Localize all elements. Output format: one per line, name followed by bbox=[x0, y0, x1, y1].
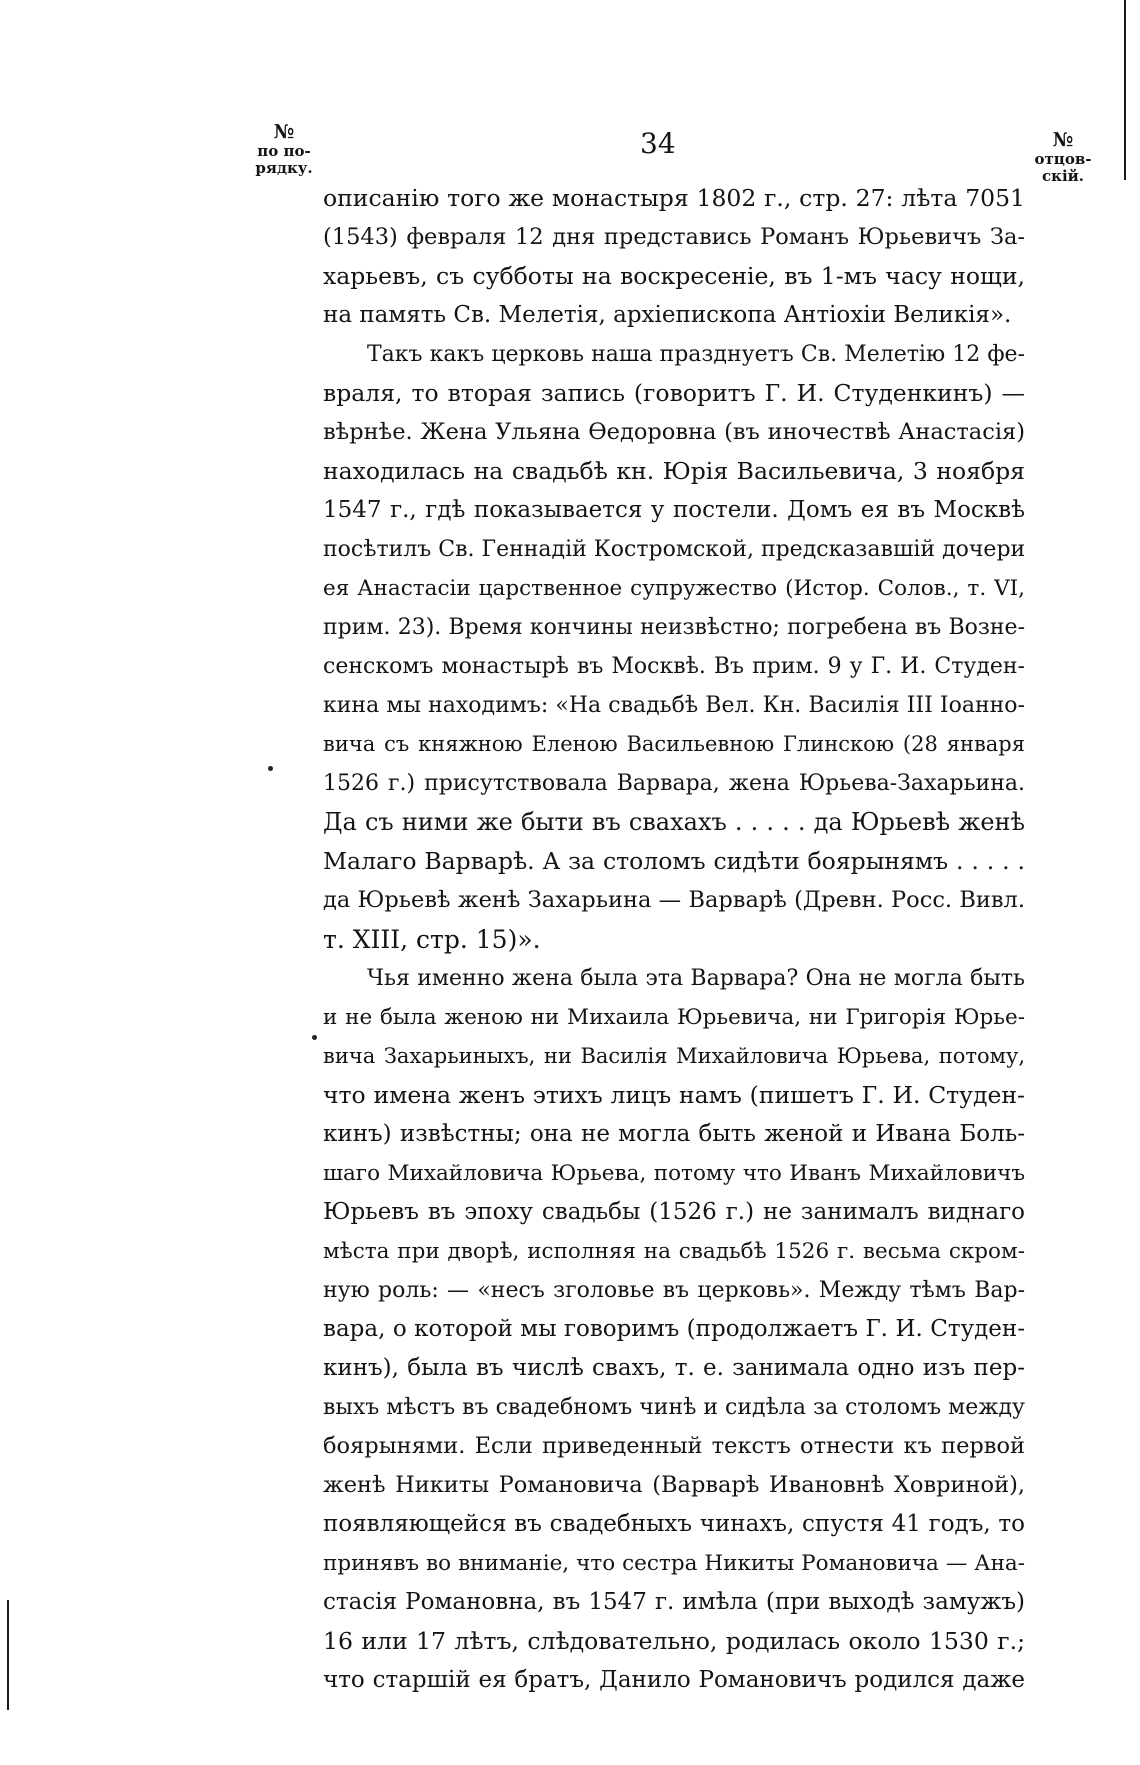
text-line: описанію того же монастыря 1802 г., стр. 27: лѣта 7051 bbox=[323, 184, 1025, 212]
right-number-sign: № bbox=[1052, 129, 1074, 151]
text-line: на память Св. Мелетія, архіепископа Антіохіи Великія». bbox=[323, 302, 1012, 328]
left-margin-note bbox=[244, 122, 324, 177]
left-number-sign: № bbox=[273, 121, 295, 143]
text-line: кина мы находимъ: «На свадьбѣ Вел. Кн. Василія III Іоанно- bbox=[323, 693, 1025, 718]
text-line: боярынями. Если приведенный текстъ отнести къ первой bbox=[323, 1433, 1025, 1459]
scan-edge-line-bottom bbox=[7, 1600, 9, 1710]
text-line: кинъ), была въ числѣ свахъ, т. е. занимала одно изъ пер- bbox=[323, 1355, 1025, 1381]
text-line: (1543) февраля 12 дня представись Романъ Юрьевичъ За- bbox=[323, 224, 1025, 250]
left-margin-text: по по- рядку. bbox=[255, 142, 313, 177]
speck-left-margin bbox=[268, 766, 273, 771]
text-line: Да съ ними же быти въ свахахъ . . . . . да Юрьевѣ женѣ bbox=[323, 808, 1025, 836]
text-line: ея Анастасіи царственное супружество (Истор. Солов., т. VI, bbox=[323, 576, 1025, 601]
text-line: стасія Романовна, въ 1547 г. имѣла (при выходѣ замужъ) bbox=[323, 1589, 1025, 1615]
text-line: вича Захарьиныхъ, ни Василія Михайловича Юрьева, потому, bbox=[323, 1044, 1025, 1068]
text-line: харьевъ, съ субботы на воскресеніе, въ 1-мъ часу нощи, bbox=[323, 262, 1025, 290]
scan-edge-line-top bbox=[1124, 0, 1126, 180]
right-margin-text: отцов- скій. bbox=[1034, 150, 1092, 185]
page-number: 34 bbox=[640, 127, 676, 160]
text-line: сенскомъ монастырѣ въ Москвѣ. Въ прим. 9 у Г. И. Студен- bbox=[323, 654, 1025, 679]
text-line: прим. 23). Время кончины неизвѣстно; погребена въ Возне- bbox=[323, 615, 1025, 640]
text-line: т. XIII, стр. 15)». bbox=[323, 925, 541, 954]
text-line: вича съ княжною Еленою Васильевною Глинскою (28 января bbox=[323, 732, 1025, 756]
text-line: что старшій ея братъ, Данило Романовичъ родился даже bbox=[323, 1667, 1025, 1693]
text-line: 1526 г.) присутствовала Варвара, жена Юрьева-Захарьина. bbox=[323, 771, 1025, 796]
text-line: что имена женъ этихъ лицъ намъ (пишетъ Г. И. Студен- bbox=[323, 1081, 1025, 1109]
text-line: кинъ) извѣстны; она не могла быть женой и Ивана Боль- bbox=[323, 1121, 1025, 1147]
body-text bbox=[323, 179, 1025, 1700]
text-line: шаго Михайловича Юрьева, потому что Иванъ Михайловичъ bbox=[323, 1161, 1025, 1186]
text-line: женѣ Никиты Романовича (Варварѣ Ивановнѣ Ховриной), bbox=[323, 1472, 1025, 1498]
text-line: появляющейся въ свадебныхъ чинахъ, спустя 41 годъ, то bbox=[323, 1511, 1025, 1537]
text-line: и не была женою ни Михаила Юрьевича, ни Григорія Юрье- bbox=[323, 1005, 1025, 1030]
text-line: ную роль: — «несъ зголовье въ церковь». Между тѣмъ Вар- bbox=[323, 1278, 1025, 1303]
text-line: посѣтилъ Св. Геннадій Костромской, предсказавшій дочери bbox=[323, 537, 1026, 562]
text-line: враля, то вторая запись (говоритъ Г. И. Студенкинъ) — bbox=[323, 379, 1025, 407]
text-line: Малаго Варварѣ. А за столомъ сидѣти боярынямъ . . . . . bbox=[323, 847, 1025, 875]
text-line: мѣста при дворѣ, исполняя на свадьбѣ 1526 г. весьма скром- bbox=[323, 1239, 1025, 1264]
text-line: Такъ какъ церковь наша празднуетъ Св. Мелетію 12 фе- bbox=[367, 342, 1025, 367]
text-line: выхъ мѣстъ въ свадебномъ чинѣ и сидѣла за столомъ между bbox=[323, 1395, 1025, 1420]
text-line: принявъ во вниманіе, что сестра Никиты Романовича — Ана- bbox=[323, 1551, 1025, 1576]
text-line: да Юрьевѣ женѣ Захарьина — Варварѣ (Древн. Росс. Вивл. bbox=[323, 887, 1025, 913]
right-margin-note bbox=[1028, 130, 1098, 185]
text-line: 1547 г., гдѣ показывается у постели. Домъ ея въ Москвѣ bbox=[323, 497, 1025, 523]
text-line: Юрьевъ въ эпоху свадьбы (1526 г.) не занималъ виднаго bbox=[323, 1199, 1025, 1225]
text-line: Чья именно жена была эта Варвара? Она не могла быть bbox=[367, 966, 1025, 991]
text-line: вара, о которой мы говоримъ (продолжаетъ Г. И. Студен- bbox=[323, 1316, 1025, 1342]
text-line: находилась на свадьбѣ кн. Юрія Васильевича, 3 ноября bbox=[323, 457, 1025, 485]
speck-left-margin-lower bbox=[312, 1035, 317, 1040]
text-line: вѣрнѣе. Жена Ульяна Ѳедоровна (въ иночествѣ Анастасія) bbox=[323, 419, 1025, 445]
text-line: 16 или 17 лѣтъ, слѣдовательно, родилась около 1530 г.; bbox=[323, 1627, 1025, 1655]
